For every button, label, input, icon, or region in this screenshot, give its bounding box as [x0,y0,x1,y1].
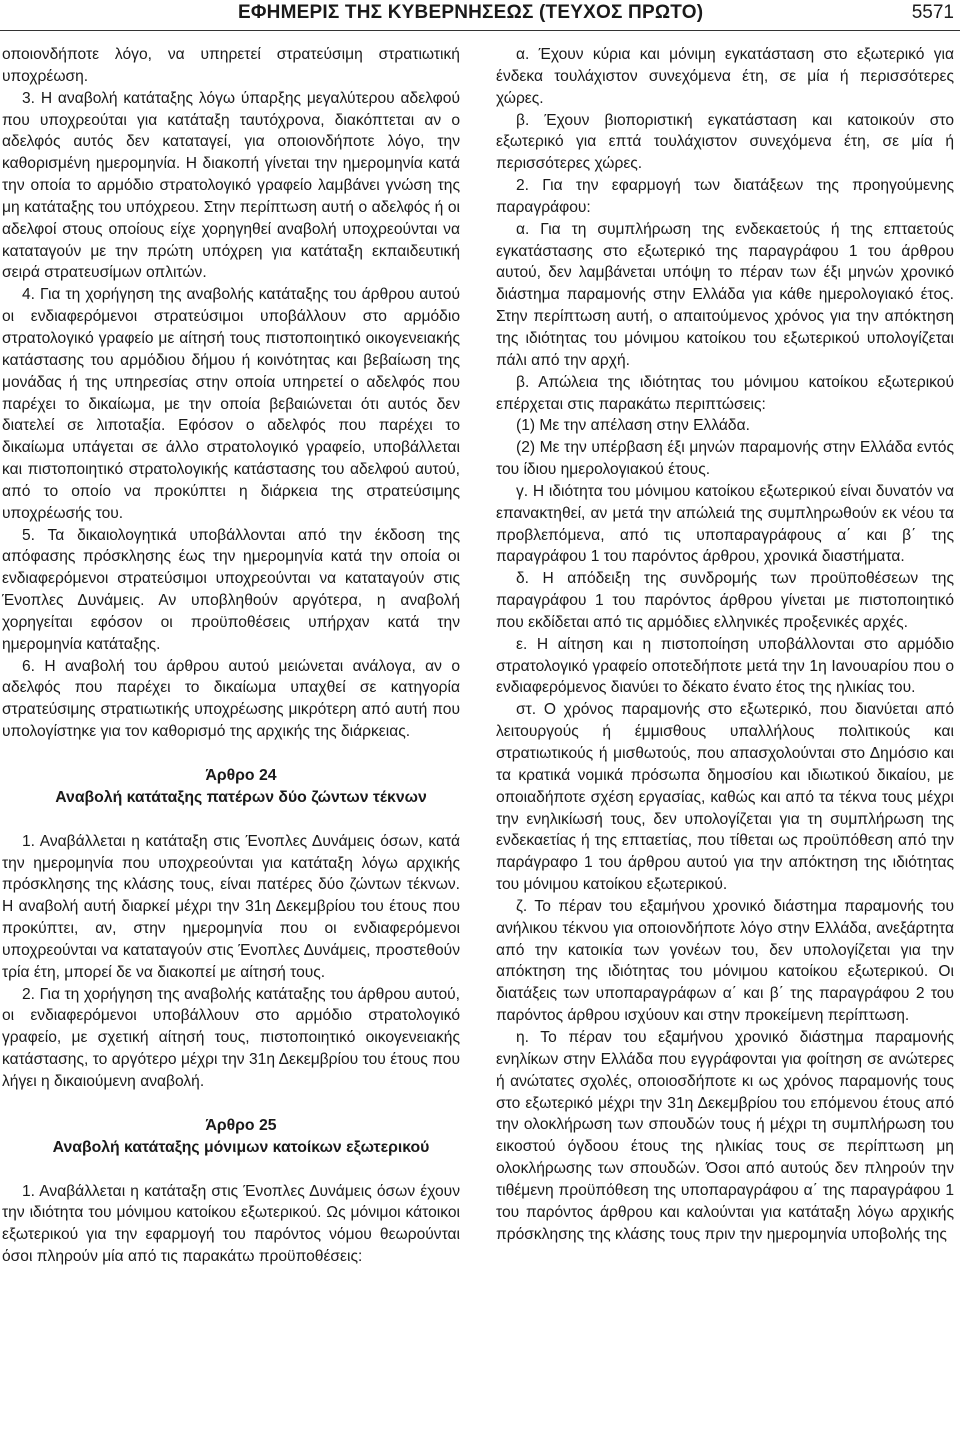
paragraph: 4. Για τη χορήγηση της αναβολής κατάταξης του άρθρου αυτού οι ενδιαφερόμενοι στρατεύσιμοι υποβάλλουν στο αρμόδιο στρατολογικό γραφείο με αίτησή τους πιστοποιητικό οικογενειακής κατάστασης του αρμόδιου δήμου ή κοινότητας και βεβαίωση της μονάδας ή της υπηρεσίας στην οποία υπηρετεί ο αδελφός που παρέχει το δικαίωμα, με την οποία βεβαιώνεται ότι αυτός δεν διατελεί σε λιποταξία. Εφόσον ο αδελφός που παρέχει το δικαίωμα υπάγεται σε άλλο στρατολογικό γραφείο, υποβάλλεται και πιστοποιητικό στρατολογικής κατάστασης του αδελφού αυτού, από το οποίο να προκύπτει η διάρκεια της στρατεύσιμης υποχρέωσής του. [2,286,460,522]
paragraph: (2) Με την υπέρβαση έξι μηνών παραμονής στην Ελλάδα εντός του ίδιου ημερολογιακού έτους. [496,439,954,479]
paragraph: 1. Αναβάλλεται η κατάταξη στις Ένοπλες Δυνάμεις όσων έχουν την ιδιότητα του μόνιμου κατοίκου εξωτερικού. Ως μόνιμοι κάτοικοι εξωτερικού για την εφαρμογή του παρόντος νόμου θεωρούνται όσοι πληρούν μία από τις παρακάτω προϋποθέσεις: [2,1182,460,1266]
spacer [2,743,460,765]
paragraph: β. Έχουν βιοποριστική εγκατάσταση και κατοικούν στο εξωτερικό για επτά τουλάχιστον συνεχόμενα έτη, σε μία ή περισσότερες χώρες. [496,111,954,173]
paragraph: 2. Για την εφαρμογή των διατάξεων της προηγούμενης παραγράφου: [496,177,954,216]
paragraph: στ. Ο χρόνος παραμονής στο εξωτερικό, που διανύεται από λειτουργούς ή έμμισθους υπαλλήλους πολιτικούς και στρατιωτικούς ή μισθωτούς, που απασχολούνται στο Δημόσιο και τα κρατικά νομικά πρόσωπα δημοσίου και ιδιωτικού δικαίου, με οποιαδήποτε σχέση εργασίας, καθώς και από τα τέκνα τους μέχρι την ενηλικίωσή τους, δεν υπολογίζεται για τη συμπλήρωση της ενδεκαετίας ή της επταετίας, που τίθεται ως προϋπόθεση από την παράγραφο 1 του άρθρου αυτού για την απόκτηση της ιδιότητας του μόνιμου κατοίκου εξωτερικού. [496,701,954,894]
spacer [2,1159,460,1181]
paragraph: 6. Η αναβολή του άρθρου αυτού μειώνεται ανάλογα, αν ο αδελφός που παρέχει το δικαίωμα υπαχθεί σε κατηγορία στρατεύσιμης στρατιωτικής υποχρέωσης μικρότερη από αυτή που υπολογίστηκε για τον καθορισμό της αρχικής της διάρκειας. [2,657,460,741]
paragraph: ε. Η αίτηση και η πιστοποίηση υποβάλλονται στο αρμόδιο στρατολογικό γραφείο οποτεδήποτε μετά την 1η Ιανουαρίου που ο ενδιαφερόμενος διανύει το δέκατο ένατο έτος της ηλικίας του. [496,635,954,697]
article-24-subtitle: Αναβολή κατάταξης πατέρων δύο ζώντων τέκνων [55,788,427,806]
paragraph: οποιονδήποτε λόγο, να υπηρετεί στρατεύσιμη στρατιωτική υποχρέωση. [2,46,460,85]
paragraph: α. Για τη συμπλήρωση της ενδεκαετούς ή της επταετούς εγκατάστασης στο εξωτερικό της παραγράφου 1 του άρθρου αυτού, δεν λαμβάνεται υπόψη το πέραν των έξι μηνών χρονικό διάστημα παραμονής στην Ελλάδα για κάθε ημερολογιακό έτος. Στην περίπτωση αυτή, ο απαιτούμενος χρόνος για την απόκτηση της ιδιότητας του μόνιμου κατοίκου του εξωτερικού υπολογίζεται πάλι από την αρχή. [496,220,954,369]
header-divider [0,30,960,31]
paragraph: 5. Τα δικαιολογητικά υποβάλλονται από την έκδοση της απόφασης πρόσκλησης έως την ημερομηνία κατά την οποία οι ενδιαφερόμενοι στρατεύσιμοι υποχρεούνται να καταταγούν στις Ένοπλες Δυνάμεις. Αν υποβληθούν αργότερα, η αναβολή χορηγείται εφόσον οι προϋποθέσεις υπήρχαν κατά την ημερομηνία κατάταξης. [2,526,460,653]
article-25-subtitle: Αναβολή κατάταξης μόνιμων κατοίκων εξωτερικού [52,1138,430,1156]
page-header [0,0,960,30]
paragraph: (1) Με την απέλαση στην Ελλάδα. [516,417,750,435]
gazette-title: ΕΦΗΜΕΡΙΣ ΤΗΣ ΚΥΒΕΡΝΗΣΕΩΣ (ΤΕΥΧΟΣ ΠΡΩΤΟ) [238,2,704,23]
spacer [2,809,460,831]
article-24-title: Άρθρο 24 [205,767,277,784]
spacer [2,1093,460,1115]
paragraph: 3. Η αναβολή κατάταξης λόγω ύπαρξης μεγαλύτερου αδελφού που υποχρεούται για κατάταξη ταυτόχρονα, διακόπτεται αν ο αδελφός αυτός δεν καταταγεί, για οποιονδήποτε λόγο, την καθορισμένη ημερομηνία. Η διακοπή γίνεται την ημερομηνία κατά την οποία το αρμόδιο στρατολογικό γραφείο λαμβάνει γνώση της μη κατάταξης του υπόχρεου. Στην περίπτωση αυτή ο αδελφός ή οι αδελφοί στους οποίους είχε χορηγηθεί αναβολή υποχρεούνται να καταταγούν με την πρώτη υπόχρεη για κατάταξη εκπαιδευτική σειρά στρατευσίμων οπλιτών. [2,89,460,282]
left-column [2,44,460,1268]
paragraph: δ. Η απόδειξη της συνδρομής των προϋποθέσεων της παραγράφου 1 του παρόντος άρθρου γίνεται με πιστοποιητικό που εκδίδεται από τις αρμόδιες ελληνικές προξενικές αρχές. [496,570,954,631]
paragraph: β. Απώλεια της ιδιότητας του μόνιμου κατοίκου εξωτερικού επέρχεται στις παρακάτω περιπτώσεις: [496,373,954,413]
paragraph: 1. Αναβάλλεται η κατάταξη στις Ένοπλες Δυνάμεις όσων, κατά την ημερομηνία που υποχρεούνται για κατάταξη λόγω αρχικής πρόσκλησης της κλάσης τους, είναι πατέρες δύο ζώντων τέκνων. Η αναβολή αυτή διαρκεί μέχρι την 31η Δεκεμβρίου του έτους που προκύπτει, αν, στην ημερομηνία που οι ενδιαφερόμενοι υποχρεούνται να καταταγούν στις Ένοπλες Δυνάμεις, προστεθούν τρία έτη, μπορεί δε να διακοπεί με αίτησή τους. [2,832,460,981]
page-number: 5571 [911,2,954,23]
paragraph: η. Το πέραν του εξαμήνου χρονικό διάστημα παραμονής ενηλίκων στην Ελλάδα που εγγράφονται για φοίτηση σε ανώτερες ή ανώτατες σχολές, οποιοσδήποτε κι ως χρόνος παραμονής τους στο εξωτερικό μέχρι την 31η Δεκεμβρίου του επόμενου έτους από την ολοκλήρωση των σπουδών τους ή μέχρι τη συμπλήρωση του εικοστού όγδοου έτους της ηλικίας τους σε περίπτωση μη ολοκλήρωσης των σπουδών. Όσοι από αυτούς δεν πληρούν την τιθέμενη προϋπόθεση της υποπαραγράφου α΄ της παραγράφου 1 του παρόντος άρθρου και καλούνται για κατάταξη λόγω αρχικής πρόσκλησης της κλάσης τους πριν την ημερομηνία υποβολής της [496,1028,954,1243]
paragraph: α. Έχουν κύρια και μόνιμη εγκατάσταση στο εξωτερικό για ένδεκα τουλάχιστον συνεχόμενα έτη, σε μία ή περισσότερες χώρες. [496,46,954,107]
paragraph: ζ. Το πέραν του εξαμήνου χρονικό διάστημα παραμονής του ανήλικου τέκνου για οποιονδήποτε λόγο στην Ελλάδα, ανεξάρτητα από την κατοικία των γονέων του, δεν υπολογίζεται για την απόκτηση της ιδιότητας του μόνιμου κατοίκου εξωτερικού. Οι διατάξεις των υποπαραγράφων α΄ και β΄ της παραγράφου 2 του παρόντος άρθρου ισχύουν και στην προκείμενη περίπτωση. [496,897,954,1025]
paragraph: γ. Η ιδιότητα του μόνιμου κατοίκου εξωτερικού είναι δυνατόν να επανακτηθεί, αν μετά την απώλειά της συμπληρωθούν εκ νέου τα προβλεπόμενα, από τις υποπαραγράφους α΄ και β΄ της παραγράφου 1 του παρόντος άρθρου, χρονικά διαστήματα. [496,482,954,566]
paragraph: 2. Για τη χορήγηση της αναβολής κατάταξης του άρθρου αυτού, οι ενδιαφερόμενοι υποβάλλουν στο αρμόδιο στρατολογικό γραφείο, με σχετική αίτησή τους, πιστοποιητικό οικογενειακής κατάστασης, το αργότερο μέχρι την 31η Δεκεμβρίου του έτους που λήγει η δικαιούμενη αναβολή. [2,985,460,1090]
article-25-title: Άρθρο 25 [205,1116,277,1134]
right-column [496,44,954,1245]
